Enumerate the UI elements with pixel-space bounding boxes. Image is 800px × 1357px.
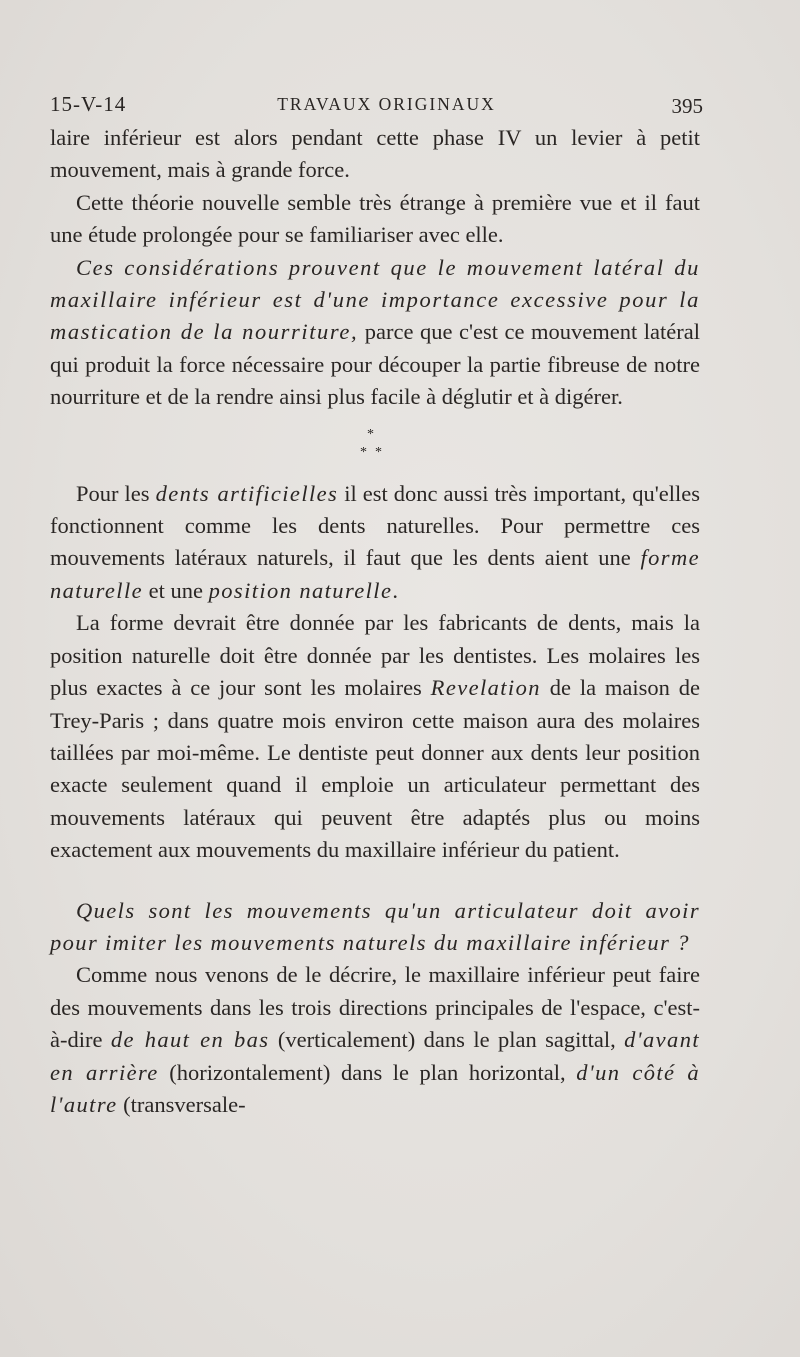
paragraph-4	[50, 478, 700, 608]
p6-emphasis-horizontal: d'avant en arrière	[50, 1027, 700, 1085]
asterism-star-left: *	[360, 444, 367, 460]
p5-text-c: de la maison de Trey-Paris ; dans quatre mois environ cette maison aura des molaires taillées par moi-même. Le dentiste peut donner aux dents leur position exacte seulement quand il emploie un articulateur permettant des mouvements latéraux qui peuvent être adaptés plus ou moins exactement aux mouvements du maxillaire inférieur du patient.	[50, 675, 700, 863]
page-header	[50, 88, 703, 118]
paragraph-6	[50, 959, 700, 1121]
page-number: 395	[671, 94, 703, 118]
p6-text-e: (horizontalement) dans le plan horizontal,	[158, 1059, 577, 1085]
p4-emphasis-forme: forme naturelle	[50, 545, 700, 603]
p4-text-e: et une	[143, 577, 209, 603]
section-gap	[50, 867, 700, 895]
asterism-star-right: *	[375, 444, 382, 460]
p6-emphasis-transverse: d'un côté à l'autre	[50, 1059, 700, 1117]
p6-emphasis-vertical: de haut en bas	[110, 1027, 270, 1053]
date-folio: 15-V-14	[50, 92, 127, 116]
asterism	[50, 414, 700, 478]
running-head: TRAVAUX ORIGINAUX	[277, 94, 496, 114]
p4-text-c: il est donc aussi très important, qu'elles fonctionnent comme les dents naturelles. Pour permettre ces mouvements latéraux naturels, il faut que les dents aient une	[50, 480, 700, 571]
paragraph-5	[50, 607, 700, 866]
asterism-star-top: *	[367, 426, 374, 442]
p6-text-g: (transversale-	[117, 1091, 246, 1117]
p4-emphasis-position: position naturelle	[208, 577, 393, 603]
p4-text-g: .	[392, 577, 398, 603]
p6-text-c: (verticalement) dans le plan sagittal,	[269, 1027, 625, 1053]
paragraph-1: laire inférieur est alors pendant cette phase IV un levier à petit mouvement, mais à grande force.	[50, 125, 700, 183]
p5-emphasis-revelation: Revelation	[430, 675, 541, 701]
paragraph-2: Cette théorie nouvelle semble très étrange à première vue et il faut une étude prolongée pour se familiariser avec elle.	[50, 189, 700, 248]
body-text	[50, 122, 700, 1121]
p6-text-a: Comme nous venons de le décrire, le maxillaire inférieur peut faire des mouvements dans les trois directions principales de l'espace, c'est-à-dire	[50, 962, 700, 1053]
p4-emphasis-dents: dents artificielles	[155, 480, 339, 506]
p5-text-a: La forme devrait être donnée par les fabricants de dents, mais la position naturelle doit être donnée par les dentistes. Les molaires les plus exactes à ce jour sont les molaires	[50, 610, 700, 701]
paragraph-3-rest: parce que c'est ce mouvement latéral qui produit la force nécessaire pour découper la partie fibreuse de notre nourriture et de la rendre ainsi plus facile à déglutir et à digérer.	[50, 319, 700, 410]
paragraph-3-emphasis: Ces considérations prouvent que le mouvement latéral du maxillaire inférieur est d'une importance excessive pour la mastication de la nourriture,	[50, 254, 700, 345]
section-question: Quels sont les mouvements qu'un articulateur doit avoir pour imiter les mouvements naturels du maxillaire inférieur ?	[50, 897, 700, 955]
paragraph-3	[50, 252, 700, 414]
p4-text-a: Pour les	[76, 480, 156, 506]
